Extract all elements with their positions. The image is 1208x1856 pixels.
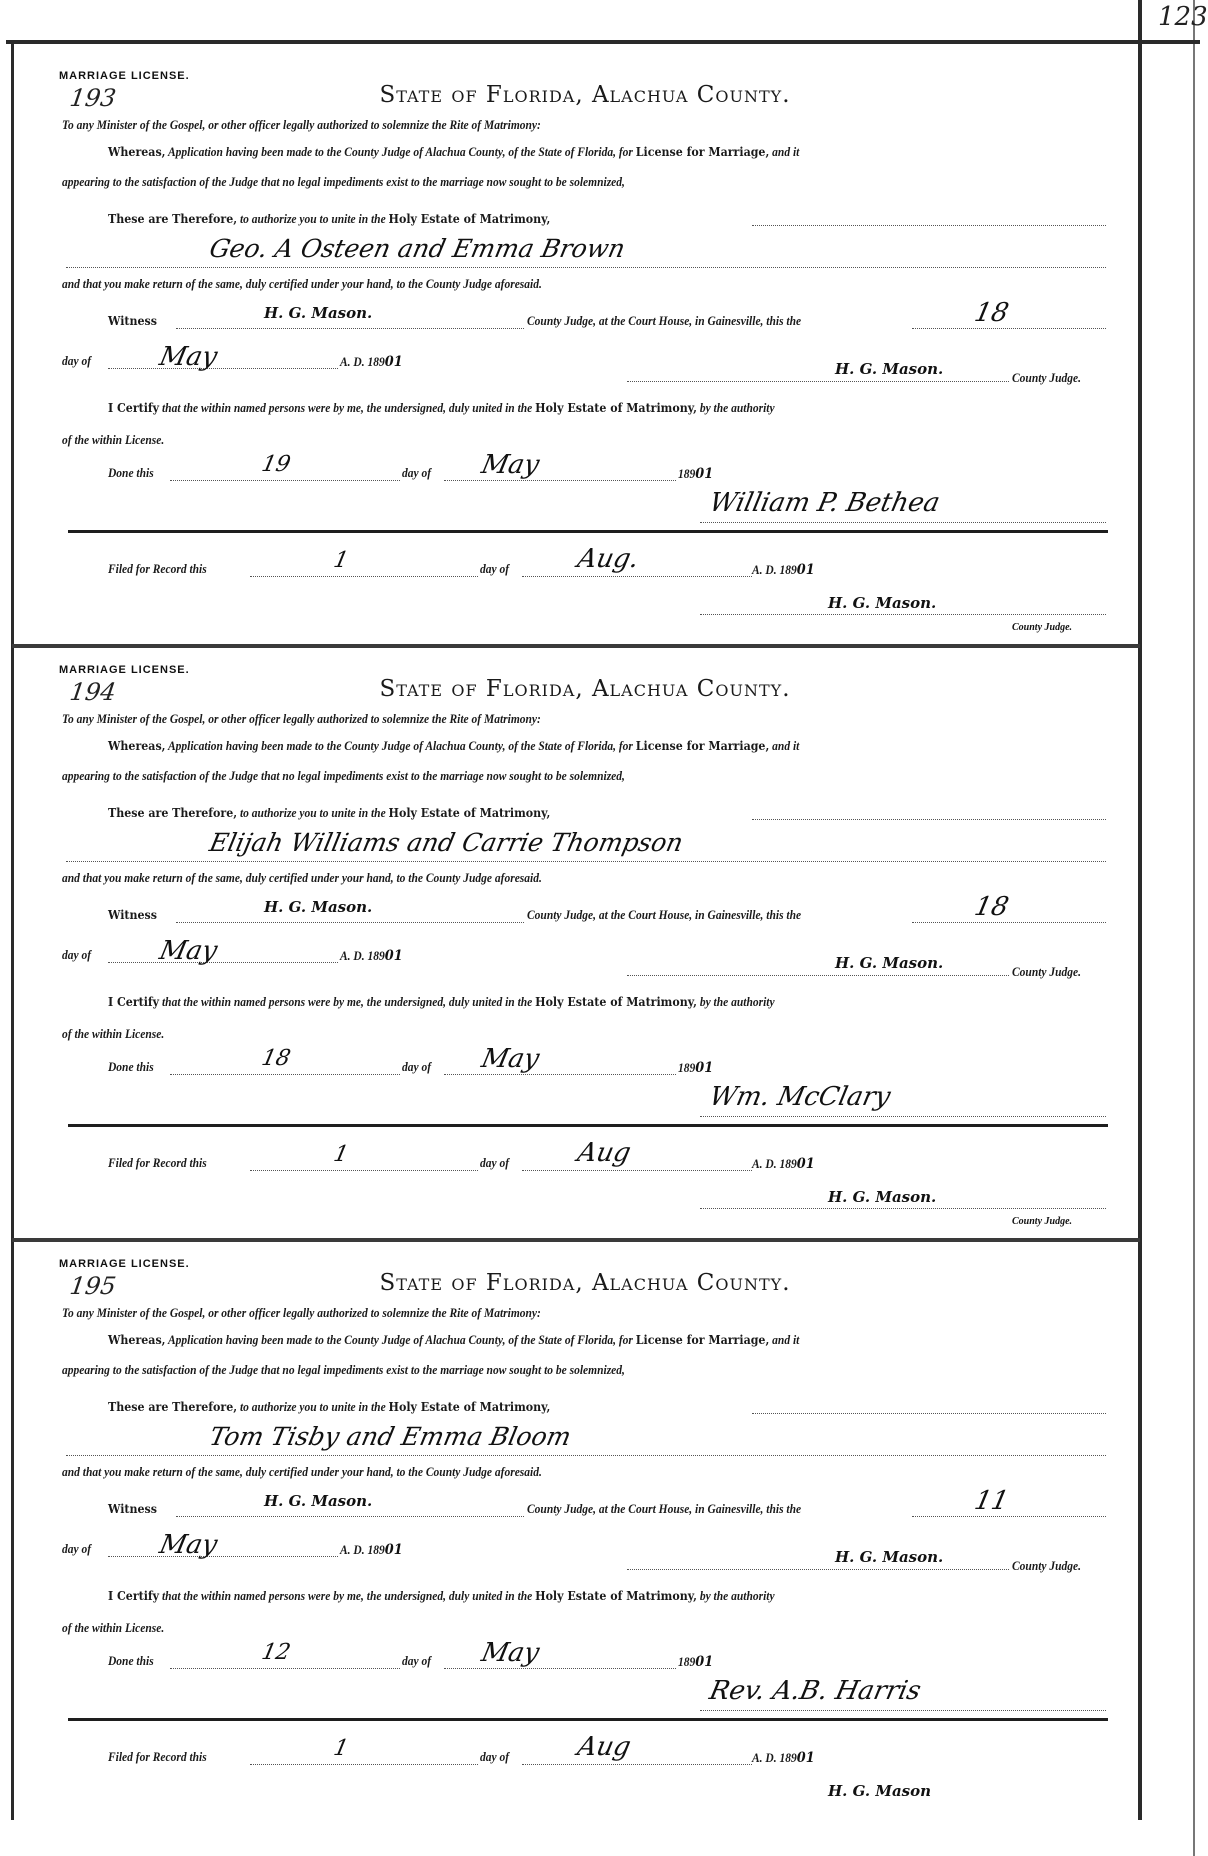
filed-day-dotted-line [250,1170,478,1171]
issue-ad [340,354,403,370]
address-line: To any Minister of the Gospel, or other officer legally authorized to solemnize the Rite of Matrimony: [62,118,541,132]
issue-ad [340,1542,403,1558]
certify-text: that the within named persons were by me, the undersigned, duly united in the [161,995,533,1009]
holy-estate: Holy Estate of Matrimony, [388,212,551,226]
filed-month-dotted-line [522,1170,752,1171]
certify-end: by the authority [699,995,775,1009]
filed-judge-signature: H. G. Mason. [828,1188,937,1206]
these-lead: These are Therefore, [108,806,238,820]
witness-judge-name: H. G. Mason. [264,1492,373,1510]
form-title: State of Florida, Alachua County. [379,1270,791,1296]
license-header: MARRIAGE LICENSE. [59,1258,190,1270]
done-day: 19 [259,452,293,477]
license-number: 194 [68,678,118,706]
done-month-dotted-line [444,1668,676,1669]
filed-ad-label: A. D. [752,563,777,577]
done-month: May [478,1638,543,1668]
done-day-dotted-line [170,1668,400,1669]
issue-day: 11 [971,1486,1012,1516]
witness-dotted-line [176,328,524,329]
ad-label: A. D. [340,1543,365,1557]
license-record [0,48,1200,648]
whereas-text-1: Application having been made to the County Judge of Alachua County, of the State of Florida, for [167,145,633,159]
done-day-of-label: day of [402,1060,432,1074]
issue-day: 18 [971,892,1012,922]
appearing-line: appearing to the satisfaction of the Judge that no legal impediments exist to the marriage now sought to be solemnized, [62,175,625,189]
filed-year-suffix: 01 [796,1750,815,1766]
issue-month: May [156,936,221,966]
certify-holy-estate: Holy Estate of Matrimony, [535,1589,697,1603]
whereas-text-1: Application having been made to the County Judge of Alachua County, of the State of Florida, for [167,739,633,753]
done-year [678,1060,713,1076]
whereas-text-2: and it [772,1333,800,1347]
done-year-suffix: 01 [695,1654,714,1670]
officiant-dotted-line [700,522,1106,523]
done-year-print: 189 [678,467,696,481]
these-text: to authorize you to unite in the [239,806,386,820]
filed-year-suffix: 01 [796,1156,815,1172]
issue-day-dotted-line [912,1516,1106,1517]
day-of-label: day of [62,354,92,368]
certify-text: that the within named persons were by me, the undersigned, duly united in the [161,401,533,415]
issue-month: May [156,1530,221,1560]
filed-judge-signature: H. G. Mason [828,1782,932,1800]
license-record [0,1236,1200,1818]
done-day-of-label: day of [402,466,432,480]
filed-label: Filed for Record this [108,1750,207,1764]
filed-ad-label: A. D. [752,1751,777,1765]
issue-month-dotted-line [108,1556,338,1557]
issue-day-dotted-line [912,922,1106,923]
filed-county-judge-label: County Judge. [1012,622,1073,633]
whereas-paragraph [108,739,799,754]
whereas-paragraph [108,145,799,160]
parties-names: Tom Tisby and Emma Bloom [206,1422,574,1451]
parties-names: Elijah Williams and Carrie Thompson [206,828,686,857]
filed-day-dotted-line [250,1764,478,1765]
whereas-lead: Whereas, [108,145,166,159]
filed-ad [752,1750,815,1766]
filing-separator-rule [68,1124,1108,1127]
ad-label: A. D. [340,355,365,369]
issue-year-suffix: 01 [384,948,403,964]
these-are-therefore-line [108,806,550,821]
judge-signature-dotted-line [627,975,1009,976]
county-judge-label: County Judge. [1012,371,1082,385]
filed-month-dotted-line [522,576,752,577]
done-day: 12 [259,1640,293,1665]
holy-estate: Holy Estate of Matrimony, [388,1400,551,1414]
done-day-dotted-line [170,480,400,481]
filed-ad-year-print: 189 [779,563,797,577]
county-judge-label: County Judge. [1012,1559,1082,1573]
done-year [678,466,713,482]
done-day: 18 [259,1046,293,1071]
issue-month-dotted-line [108,962,338,963]
certify-text: that the within named persons were by me, the undersigned, duly united in the [161,1589,533,1603]
witness-label: Witness [108,908,157,922]
license-header: MARRIAGE LICENSE. [59,70,190,82]
day-of-label: day of [62,948,92,962]
filed-day-of-label: day of [480,562,510,576]
court-text: County Judge, at the Court House, in Gainesville, this the [527,908,802,922]
done-month-dotted-line [444,1074,676,1075]
court-text: County Judge, at the Court House, in Gainesville, this the [527,314,802,328]
address-line: To any Minister of the Gospel, or other officer legally authorized to solemnize the Rite of Matrimony: [62,712,541,726]
county-judge-label: County Judge. [1012,965,1082,979]
filing-separator-rule [68,530,1108,533]
witness-label: Witness [108,1502,157,1516]
filed-month: Aug [574,1732,634,1762]
license-header: MARRIAGE LICENSE. [59,664,190,676]
officiant-signature: William P. Bethea [706,488,943,518]
filed-ad-year-print: 189 [779,1157,797,1171]
ad-year-print: 189 [367,1543,385,1557]
day-of-label: day of [62,1542,92,1556]
these-are-therefore-line [108,1400,550,1415]
filed-month: Aug. [574,544,642,574]
filed-label: Filed for Record this [108,1156,207,1170]
issue-month-dotted-line [108,368,338,369]
filed-judge-dotted-line [700,614,1106,615]
appearing-line: appearing to the satisfaction of the Judge that no legal impediments exist to the marriage now sought to be solemnized, [62,1363,625,1377]
license-number: 193 [68,84,118,112]
filed-day-of-label: day of [480,1750,510,1764]
done-this-label: Done this [108,466,154,480]
appearing-line: appearing to the satisfaction of the Judge that no legal impediments exist to the marriage now sought to be solemnized, [62,769,625,783]
filed-county-judge-label: County Judge. [1012,1216,1073,1227]
witness-judge-name: H. G. Mason. [264,898,373,916]
done-year-suffix: 01 [695,1060,714,1076]
these-dotted-line [752,819,1106,820]
these-lead: These are Therefore, [108,1400,238,1414]
whereas-text-2: and it [772,145,800,159]
page-number: 123 [1158,2,1208,32]
whereas-text-2: and it [772,739,800,753]
filed-day: 1 [331,1736,351,1761]
parties-dotted-line [66,267,1106,268]
return-line: and that you make return of the same, duly certified under your hand, to the County Judge aforesaid. [62,277,542,291]
filed-day: 1 [331,548,351,573]
done-day-dotted-line [170,1074,400,1075]
done-month-dotted-line [444,480,676,481]
return-line: and that you make return of the same, duly certified under your hand, to the County Judge aforesaid. [62,1465,542,1479]
filed-ad-year-print: 189 [779,1751,797,1765]
witness-dotted-line [176,1516,524,1517]
certify-end: by the authority [699,401,775,415]
license-number: 195 [68,1272,118,1300]
parties-dotted-line [66,1455,1106,1456]
done-this-label: Done this [108,1060,154,1074]
top-rule [6,40,1200,44]
whereas-text-1: Application having been made to the County Judge of Alachua County, of the State of Florida, for [167,1333,633,1347]
done-year [678,1654,713,1670]
judge-signature: H. G. Mason. [835,954,944,972]
ad-year-print: 189 [367,949,385,963]
these-lead: These are Therefore, [108,212,238,226]
certify-lead: I Certify [108,995,160,1009]
form-title: State of Florida, Alachua County. [379,82,791,108]
filed-label: Filed for Record this [108,562,207,576]
witness-label: Witness [108,314,157,328]
certify-line [108,1589,775,1604]
issue-day-dotted-line [912,328,1106,329]
certify-lead: I Certify [108,1589,160,1603]
whereas-lead: Whereas, [108,739,166,753]
these-text: to authorize you to unite in the [239,212,386,226]
done-this-label: Done this [108,1654,154,1668]
ad-label: A. D. [340,949,365,963]
officiant-signature: Wm. McClary [706,1082,894,1112]
officiant-dotted-line [700,1116,1106,1117]
issue-year-suffix: 01 [384,1542,403,1558]
judge-signature: H. G. Mason. [835,1548,944,1566]
filed-day-dotted-line [250,576,478,577]
license-for-marriage: License for Marriage, [635,145,770,159]
these-are-therefore-line [108,212,550,227]
return-line: and that you make return of the same, duly certified under your hand, to the County Judge aforesaid. [62,871,542,885]
filed-day-of-label: day of [480,1156,510,1170]
filing-separator-rule [68,1718,1108,1721]
court-text: County Judge, at the Court House, in Gainesville, this the [527,1502,802,1516]
ad-year-print: 189 [367,355,385,369]
done-month: May [478,1044,543,1074]
certify-lead: I Certify [108,401,160,415]
certify-holy-estate: Holy Estate of Matrimony, [535,995,697,1009]
done-year-suffix: 01 [695,466,714,482]
done-year-print: 189 [678,1061,696,1075]
done-year-print: 189 [678,1655,696,1669]
certify-end: by the authority [699,1589,775,1603]
certify-line [108,401,775,416]
filed-judge-dotted-line [700,1208,1106,1209]
license-for-marriage: License for Marriage, [635,739,770,753]
license-for-marriage: License for Marriage, [635,1333,770,1347]
these-text: to authorize you to unite in the [239,1400,386,1414]
done-month: May [478,450,543,480]
issue-ad [340,948,403,964]
judge-signature-dotted-line [627,381,1009,382]
filed-ad [752,1156,815,1172]
within-license: of the within License. [62,433,165,447]
certify-holy-estate: Holy Estate of Matrimony, [535,401,697,415]
judge-signature: H. G. Mason. [835,360,944,378]
officiant-signature: Rev. A.B. Harris [706,1676,924,1706]
within-license: of the within License. [62,1027,165,1041]
parties-dotted-line [66,861,1106,862]
filed-judge-signature: H. G. Mason. [828,594,937,612]
certify-line [108,995,775,1010]
witness-dotted-line [176,922,524,923]
whereas-lead: Whereas, [108,1333,166,1347]
these-dotted-line [752,225,1106,226]
filed-day: 1 [331,1142,351,1167]
done-day-of-label: day of [402,1654,432,1668]
judge-signature-dotted-line [627,1569,1009,1570]
filed-month: Aug [574,1138,634,1168]
issue-day: 18 [971,298,1012,328]
filed-month-dotted-line [522,1764,752,1765]
issue-year-suffix: 01 [384,354,403,370]
holy-estate: Holy Estate of Matrimony, [388,806,551,820]
issue-month: May [156,342,221,372]
whereas-paragraph [108,1333,799,1348]
officiant-dotted-line [700,1710,1106,1711]
filed-ad-label: A. D. [752,1157,777,1171]
address-line: To any Minister of the Gospel, or other officer legally authorized to solemnize the Rite of Matrimony: [62,1306,541,1320]
parties-names: Geo. A Osteen and Emma Brown [206,234,628,263]
within-license: of the within License. [62,1621,165,1635]
license-record [0,642,1200,1242]
filed-year-suffix: 01 [796,562,815,578]
these-dotted-line [752,1413,1106,1414]
form-title: State of Florida, Alachua County. [379,676,791,702]
filed-ad [752,562,815,578]
witness-judge-name: H. G. Mason. [264,304,373,322]
